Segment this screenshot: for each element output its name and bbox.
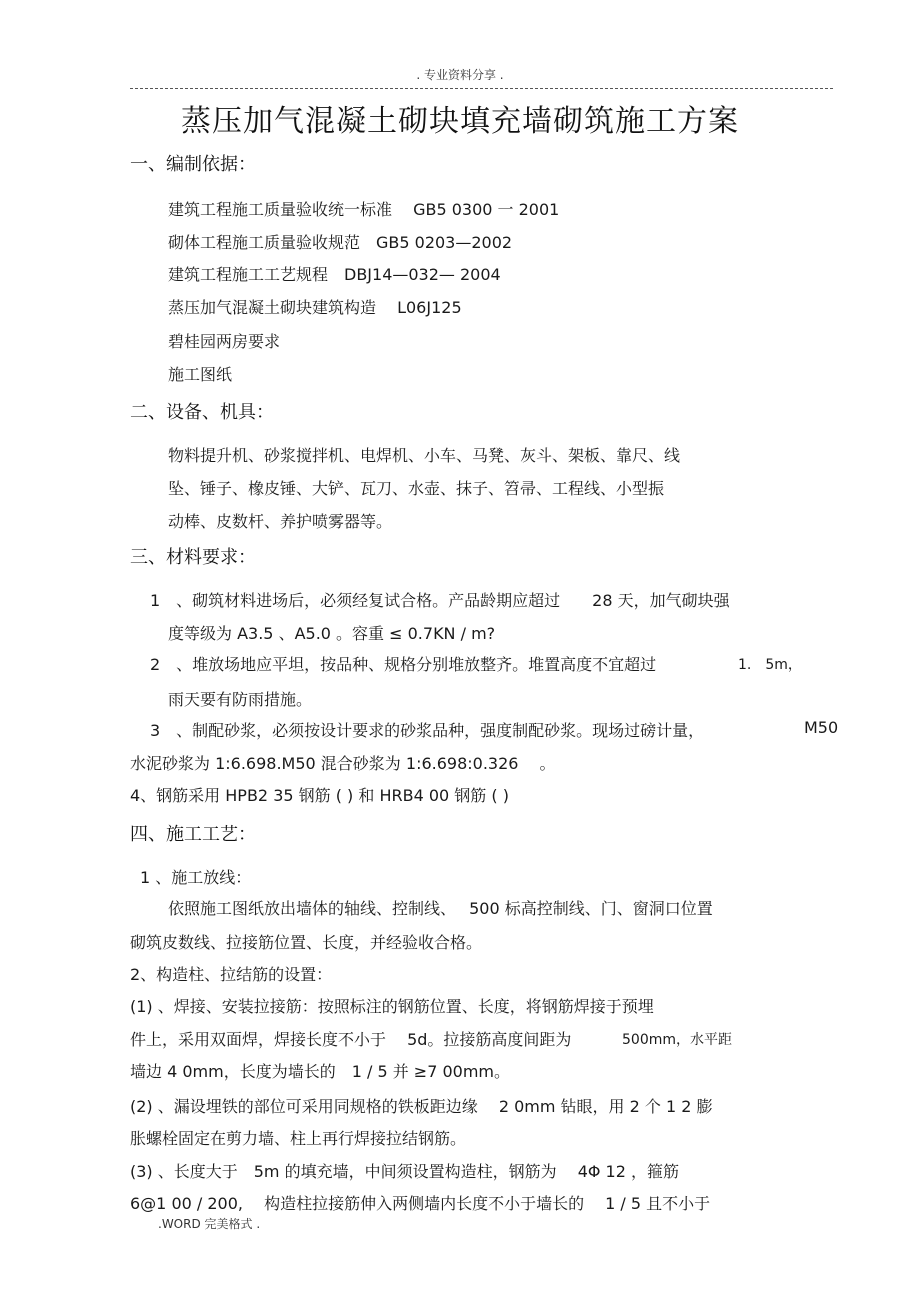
section-heading-equipment: 二、设备、机具： xyxy=(130,402,274,423)
materials-line-tail: M50 xyxy=(804,718,839,737)
header-divider xyxy=(130,88,833,89)
process-line: 墙边 4 0mm，长度为墙长的 1 / 5 并 ≥7 00mm。 xyxy=(130,1062,511,1081)
materials-line: 2 、堆放场地应平坦，按品种、规格分别堆放整齐。堆置高度不宜超过 xyxy=(150,655,657,674)
basis-item: 施工图纸 xyxy=(168,365,233,384)
equipment-line: 动棒、皮数杆、养护喷雾器等。 xyxy=(168,512,393,531)
process-line: 6@1 00 / 200, 构造柱拉接筋伸入两侧墙内长度不小于墙长的 1 / 5 且不小于 xyxy=(130,1194,711,1213)
basis-item: 建筑工程施工工艺规程 DBJ14—032— 2004 xyxy=(168,265,501,284)
process-line: 胀螺栓固定在剪力墙、柱上再行焊接拉结钢筋。 xyxy=(130,1129,467,1148)
section-heading-materials: 三、材料要求： xyxy=(130,547,256,568)
equipment-line: 坠、锤子、橡皮锤、大铲、瓦刀、水壶、抹子、笤帚、工程线、小型振 xyxy=(168,479,665,498)
basis-item: 碧桂园两房要求 xyxy=(168,332,281,351)
process-line: 砌筑皮数线、拉接筋位置、长度，并经验收合格。 xyxy=(130,933,483,952)
page-header: . 专业资料分享 . xyxy=(416,68,504,82)
process-line: (3) 、长度大于 5m 的填充墙，中间须设置构造柱，钢筋为 4Φ 12 ，箍筋 xyxy=(130,1162,679,1181)
process-line: (1) 、焊接、安装拉接筋：按照标注的钢筋位置、长度，将钢筋焊接于预埋 xyxy=(130,997,654,1016)
materials-line: 3 、制配砂浆，必须按设计要求的砂浆品种，强度制配砂浆。现场过磅计量， xyxy=(150,721,705,740)
section-heading-process: 四、施工工艺： xyxy=(130,824,256,845)
process-line: 件上，采用双面焊，焊接长度不小于 5d。拉接筋高度间距为 xyxy=(130,1030,572,1049)
materials-line: 雨天要有防雨措施。 xyxy=(168,690,313,709)
equipment-line: 物料提升机、砂浆搅拌机、电焊机、小车、马凳、灰斗、架板、靠尺、线 xyxy=(168,446,681,465)
basis-item: 砌体工程施工质量验收规范 GB5 0203—2002 xyxy=(168,233,513,252)
basis-item: 蒸压加气混凝土砌块建筑构造 L06J125 xyxy=(168,298,462,317)
process-line: 依照施工图纸放出墙体的轴线、控制线、 500 标高控制线、门、窗洞口位置 xyxy=(168,899,713,918)
materials-line: 水泥砂浆为 1:6.698.M50 混合砂浆为 1:6.698:0.326 。 xyxy=(130,754,556,773)
document-title: 蒸压加气混凝土砌块填充墙砌筑施工方案 xyxy=(181,104,739,139)
page-footer: .WORD 完美格式 . xyxy=(158,1217,261,1231)
process-line: (2) 、漏设埋铁的部位可采用同规格的铁板距边缘 2 0mm 钻眼，用 2 个 1 2 膨 xyxy=(130,1097,713,1116)
materials-line-tail: 1. 5m， xyxy=(738,657,802,673)
materials-line: 度等级为 A3.5 、A5.0 。容重 ≤ 0.7KN / m? xyxy=(168,624,496,643)
materials-line: 1 、砌筑材料进场后，必须经复试合格。产品龄期应超过 28 天，加气砌块强 xyxy=(150,591,730,610)
process-subheading: 1 、施工放线： xyxy=(140,868,252,887)
process-line-tail: 500mm，水平距 xyxy=(622,1032,732,1048)
basis-item: 建筑工程施工质量验收统一标准 GB5 0300 一 2001 xyxy=(168,200,560,219)
process-subheading: 2、构造柱、拉结筋的设置： xyxy=(130,965,333,984)
section-heading-basis: 一、编制依据： xyxy=(130,154,256,175)
materials-line: 4、钢筋采用 HPB2 35 钢筋 ( ) 和 HRB4 00 钢筋 ( ) xyxy=(130,786,509,805)
